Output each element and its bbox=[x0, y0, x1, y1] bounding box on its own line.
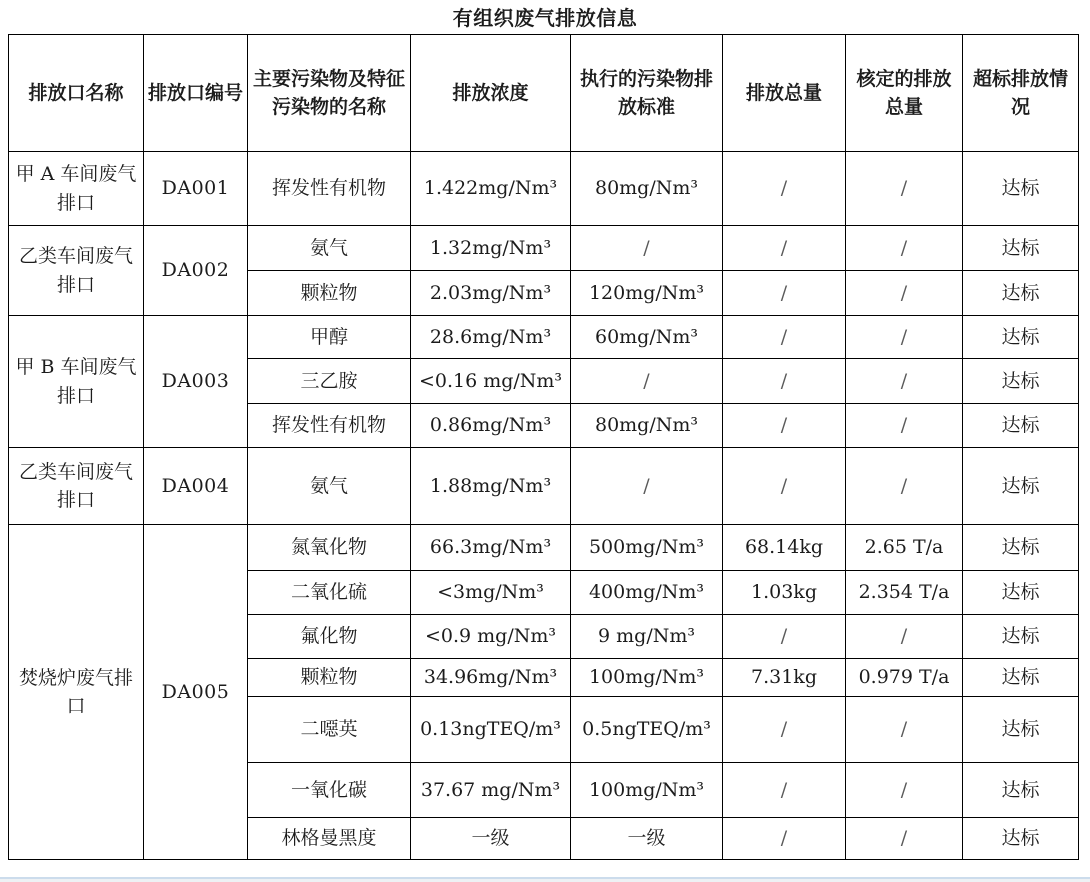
concentration-cell: 1.88mg/Nm³ bbox=[411, 448, 571, 525]
pollutant-cell: 挥发性有机物 bbox=[248, 152, 411, 226]
concentration-cell: 28.6mg/Nm³ bbox=[411, 316, 571, 359]
outlet-name-cell: 乙类车间废气排口 bbox=[9, 448, 144, 525]
total-emission-cell: / bbox=[723, 818, 846, 860]
concentration-cell: 1.422mg/Nm³ bbox=[411, 152, 571, 226]
column-header-total: 排放总量 bbox=[723, 35, 846, 152]
column-header-concentration: 排放浓度 bbox=[411, 35, 571, 152]
outlet-name-cell: 甲 B 车间废气排口 bbox=[9, 316, 144, 448]
concentration-cell: 0.86mg/Nm³ bbox=[411, 404, 571, 448]
approved-total-cell: 0.979 T/a bbox=[846, 659, 963, 697]
outlet-name-cell: 焚烧炉废气排口 bbox=[9, 525, 144, 860]
approved-total-cell: / bbox=[846, 152, 963, 226]
total-emission-cell: / bbox=[723, 316, 846, 359]
standard-cell: 100mg/Nm³ bbox=[571, 763, 723, 818]
standard-cell: / bbox=[571, 359, 723, 404]
concentration-cell: 34.96mg/Nm³ bbox=[411, 659, 571, 697]
status-cell: 达标 bbox=[963, 615, 1079, 659]
status-cell: 达标 bbox=[963, 152, 1079, 226]
total-emission-cell: 7.31kg bbox=[723, 659, 846, 697]
total-emission-cell: 1.03kg bbox=[723, 571, 846, 615]
standard-cell: 120mg/Nm³ bbox=[571, 271, 723, 316]
column-header-outlet-name: 排放口名称 bbox=[9, 35, 144, 152]
table-row bbox=[9, 448, 1079, 525]
column-header-status: 超标排放情况 bbox=[963, 35, 1079, 152]
concentration-cell: 0.13ngTEQ/m³ bbox=[411, 697, 571, 763]
approved-total-cell: / bbox=[846, 226, 963, 271]
emissions-table bbox=[8, 34, 1079, 860]
outlet-code-cell: DA004 bbox=[144, 448, 248, 525]
concentration-cell: 一级 bbox=[411, 818, 571, 860]
outlet-name-cell: 甲 A 车间废气排口 bbox=[9, 152, 144, 226]
total-emission-cell: / bbox=[723, 615, 846, 659]
column-header-pollutant-name: 主要污染物及特征污染物的名称 bbox=[248, 35, 411, 152]
approved-total-cell: / bbox=[846, 763, 963, 818]
page-title: 有组织废气排放信息 bbox=[452, 6, 638, 30]
standard-cell: 0.5ngTEQ/m³ bbox=[571, 697, 723, 763]
approved-total-cell: 2.65 T/a bbox=[846, 525, 963, 571]
total-emission-cell: / bbox=[723, 404, 846, 448]
concentration-cell: 1.32mg/Nm³ bbox=[411, 226, 571, 271]
total-emission-cell: / bbox=[723, 763, 846, 818]
status-cell: 达标 bbox=[963, 525, 1079, 571]
table-body bbox=[9, 152, 1079, 860]
concentration-cell: <0.9 mg/Nm³ bbox=[411, 615, 571, 659]
standard-cell: 80mg/Nm³ bbox=[571, 152, 723, 226]
total-emission-cell: / bbox=[723, 152, 846, 226]
pollutant-cell: 挥发性有机物 bbox=[248, 404, 411, 448]
status-cell: 达标 bbox=[963, 763, 1079, 818]
standard-cell: / bbox=[571, 226, 723, 271]
approved-total-cell: / bbox=[846, 448, 963, 525]
table-row bbox=[9, 525, 1079, 571]
status-cell: 达标 bbox=[963, 359, 1079, 404]
status-cell: 达标 bbox=[963, 271, 1079, 316]
column-header-approved-total: 核定的排放总量 bbox=[846, 35, 963, 152]
total-emission-cell: / bbox=[723, 271, 846, 316]
pollutant-cell: 氟化物 bbox=[248, 615, 411, 659]
pollutant-cell: 甲醇 bbox=[248, 316, 411, 359]
table-row bbox=[9, 226, 1079, 271]
status-cell: 达标 bbox=[963, 448, 1079, 525]
outlet-code-cell: DA001 bbox=[144, 152, 248, 226]
pollutant-cell: 二氧化硫 bbox=[248, 571, 411, 615]
approved-total-cell: / bbox=[846, 697, 963, 763]
pollutant-cell: 氮氧化物 bbox=[248, 525, 411, 571]
status-cell: 达标 bbox=[963, 316, 1079, 359]
standard-cell: 500mg/Nm³ bbox=[571, 525, 723, 571]
status-cell: 达标 bbox=[963, 697, 1079, 763]
table-header bbox=[9, 35, 1079, 152]
status-cell: 达标 bbox=[963, 818, 1079, 860]
status-cell: 达标 bbox=[963, 404, 1079, 448]
standard-cell: 100mg/Nm³ bbox=[571, 659, 723, 697]
pollutant-cell: 氨气 bbox=[248, 226, 411, 271]
approved-total-cell: / bbox=[846, 271, 963, 316]
total-emission-cell: / bbox=[723, 448, 846, 525]
concentration-cell: 2.03mg/Nm³ bbox=[411, 271, 571, 316]
pollutant-cell: 颗粒物 bbox=[248, 659, 411, 697]
table-row bbox=[9, 316, 1079, 359]
pollutant-cell: 颗粒物 bbox=[248, 271, 411, 316]
concentration-cell: 66.3mg/Nm³ bbox=[411, 525, 571, 571]
table-row bbox=[9, 152, 1079, 226]
standard-cell: 60mg/Nm³ bbox=[571, 316, 723, 359]
approved-total-cell: / bbox=[846, 404, 963, 448]
approved-total-cell: 2.354 T/a bbox=[846, 571, 963, 615]
concentration-cell: 37.67 mg/Nm³ bbox=[411, 763, 571, 818]
approved-total-cell: / bbox=[846, 359, 963, 404]
approved-total-cell: / bbox=[846, 316, 963, 359]
status-cell: 达标 bbox=[963, 226, 1079, 271]
standard-cell: / bbox=[571, 448, 723, 525]
total-emission-cell: / bbox=[723, 697, 846, 763]
column-header-standard: 执行的污染物排放标准 bbox=[571, 35, 723, 152]
outlet-code-cell: DA005 bbox=[144, 525, 248, 860]
pollutant-cell: 一氧化碳 bbox=[248, 763, 411, 818]
concentration-cell: <0.16 mg/Nm³ bbox=[411, 359, 571, 404]
approved-total-cell: / bbox=[846, 818, 963, 860]
outlet-code-cell: DA003 bbox=[144, 316, 248, 448]
concentration-cell: <3mg/Nm³ bbox=[411, 571, 571, 615]
pollutant-cell: 二噁英 bbox=[248, 697, 411, 763]
status-cell: 达标 bbox=[963, 659, 1079, 697]
page-bottom-edge bbox=[0, 877, 1090, 882]
status-cell: 达标 bbox=[963, 571, 1079, 615]
column-header-outlet-code: 排放口编号 bbox=[144, 35, 248, 152]
pollutant-cell: 氨气 bbox=[248, 448, 411, 525]
total-emission-cell: / bbox=[723, 359, 846, 404]
total-emission-cell: 68.14kg bbox=[723, 525, 846, 571]
standard-cell: 400mg/Nm³ bbox=[571, 571, 723, 615]
standard-cell: 80mg/Nm³ bbox=[571, 404, 723, 448]
approved-total-cell: / bbox=[846, 615, 963, 659]
pollutant-cell: 林格曼黑度 bbox=[248, 818, 411, 860]
pollutant-cell: 三乙胺 bbox=[248, 359, 411, 404]
header-row bbox=[9, 35, 1079, 152]
standard-cell: 9 mg/Nm³ bbox=[571, 615, 723, 659]
standard-cell: 一级 bbox=[571, 818, 723, 860]
total-emission-cell: / bbox=[723, 226, 846, 271]
outlet-name-cell: 乙类车间废气排口 bbox=[9, 226, 144, 316]
outlet-code-cell: DA002 bbox=[144, 226, 248, 316]
